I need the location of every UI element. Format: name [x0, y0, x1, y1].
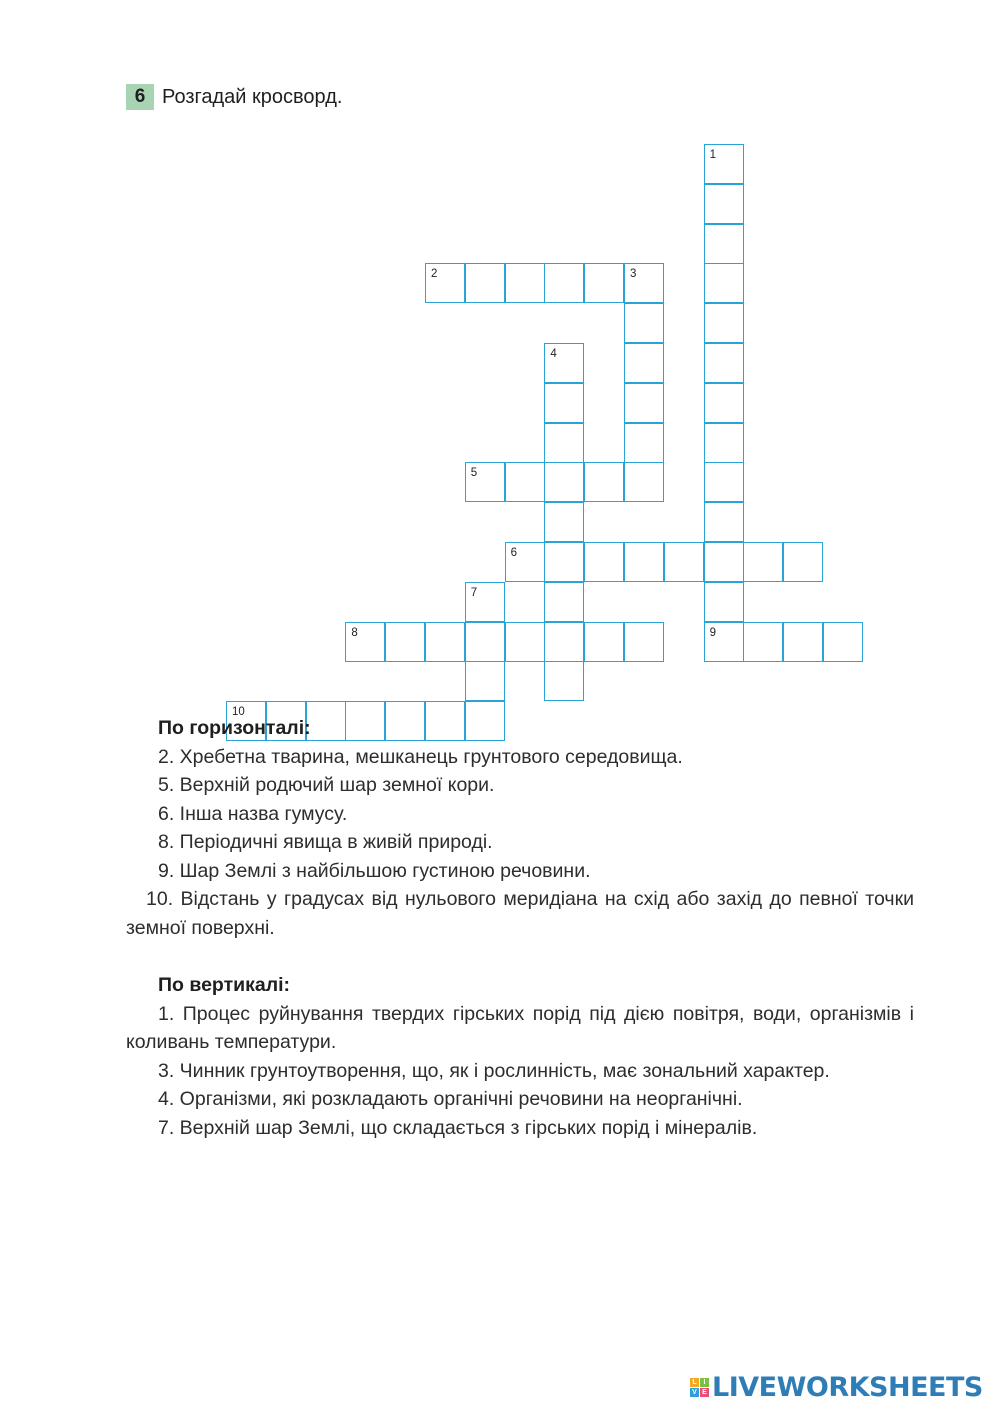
crossword-cell[interactable]: [544, 582, 584, 622]
crossword-cell[interactable]: [544, 462, 584, 502]
clue-number-5: 5: [470, 467, 478, 480]
crossword-cell[interactable]: [505, 622, 545, 662]
crossword-cell[interactable]: [544, 542, 584, 582]
across-clue: 2. Хребетна тварина, мешканець грунтового середовища.: [158, 745, 683, 768]
crossword-cell[interactable]: [544, 263, 584, 303]
crossword-cell[interactable]: [505, 263, 545, 303]
across-clue: 9. Шар Землі з найбільшою густиною речовини.: [158, 859, 591, 882]
down-heading: По вертикалі:: [158, 974, 291, 996]
across-clue: 8. Періодичні явища в живій природі.: [158, 831, 493, 853]
crossword-cell[interactable]: [743, 542, 783, 582]
crossword-cell[interactable]: [704, 423, 744, 463]
clue-number-7: 7: [470, 586, 478, 599]
crossword-cell[interactable]: [544, 423, 584, 463]
crossword-cell[interactable]: [704, 224, 744, 264]
crossword-cell[interactable]: [584, 263, 624, 303]
logo-badge-letter: E: [700, 1388, 709, 1397]
across-heading: По горизонталі:: [158, 717, 311, 739]
crossword-cell[interactable]: [465, 661, 505, 701]
clue-number-6: 6: [510, 547, 517, 559]
crossword-cell[interactable]: [704, 542, 744, 582]
clue-number-3: 3: [630, 268, 637, 281]
crossword-cell[interactable]: [624, 462, 664, 502]
crossword-cell[interactable]: [664, 542, 704, 582]
crossword-cell[interactable]: [584, 462, 624, 502]
crossword-cell[interactable]: [584, 542, 624, 582]
across-clue: 6. Інша назва гумусу.: [158, 802, 348, 825]
across-clue: 5. Верхній родючий шар земної кори.: [158, 774, 495, 796]
crossword-cell[interactable]: [465, 263, 505, 303]
logo-badge-letter: V: [690, 1388, 699, 1397]
logo-badge-letter: L: [690, 1378, 699, 1387]
down-clues: [126, 971, 914, 1142]
crossword-cell[interactable]: [783, 542, 823, 582]
clue-number-10: 10: [232, 706, 245, 719]
crossword-cell[interactable]: [624, 423, 664, 463]
clue-number-2: 2: [431, 268, 438, 281]
crossword-cell[interactable]: [704, 502, 744, 542]
clue-number-8: 8: [351, 626, 358, 639]
crossword-cell[interactable]: [385, 622, 425, 662]
task-title: Розгадай кросворд.: [162, 85, 343, 108]
crossword-cell[interactable]: [624, 542, 664, 582]
crossword-cell[interactable]: [624, 303, 664, 343]
down-clue: 7. Верхній шар Землі, що складається з гірських порід і мінералів.: [158, 1116, 758, 1139]
crossword-cell[interactable]: [624, 343, 664, 383]
down-clue: 3. Чинник грунтоутворення, що, як і рослинність, має зональний характер.: [158, 1059, 830, 1082]
crossword-cell[interactable]: [544, 383, 584, 423]
across-clue: 10. Відстань у градусах від нульового меридіана на схід або захід до певної точки земної поверхні.: [126, 888, 914, 939]
crossword-cell[interactable]: [704, 263, 744, 303]
clue-number-1: 1: [709, 149, 716, 161]
crossword-cell[interactable]: [743, 622, 783, 662]
task-number: 6: [126, 84, 154, 110]
down-clue: 1. Процес руйнування твердих гірських порід під дією повітря, води, організмів і коливань температури.: [126, 1002, 914, 1053]
crossword-cell[interactable]: [823, 622, 863, 662]
crossword-cell[interactable]: [704, 462, 744, 502]
crossword-cell[interactable]: [425, 622, 465, 662]
crossword-cell[interactable]: [544, 661, 584, 701]
crossword-cell[interactable]: [505, 462, 545, 502]
crossword-cell[interactable]: [783, 622, 823, 662]
clue-number-9: 9: [709, 626, 716, 639]
crossword-cell[interactable]: [704, 343, 744, 383]
crossword-cell[interactable]: [704, 383, 744, 423]
crossword-cell[interactable]: [704, 582, 744, 622]
liveworksheets-logo: [690, 1372, 983, 1403]
crossword-cell[interactable]: [624, 622, 664, 662]
down-clue: 4. Організми, які розкладають органічні речовини на неорганічні.: [158, 1088, 743, 1110]
crossword-cell[interactable]: [544, 502, 584, 542]
crossword-cell[interactable]: [624, 383, 664, 423]
crossword-cell[interactable]: [465, 622, 505, 662]
crossword-cell[interactable]: [544, 622, 584, 662]
logo-badge-icon: [690, 1378, 709, 1397]
logo-text: LIVEWORKSHEETS: [712, 1372, 983, 1403]
crossword-cell[interactable]: [704, 303, 744, 343]
across-clues: [126, 714, 914, 942]
crossword-cell[interactable]: [704, 184, 744, 224]
logo-badge-letter: I: [700, 1378, 709, 1387]
clue-number-4: 4: [550, 348, 557, 360]
crossword-cell[interactable]: [584, 622, 624, 662]
